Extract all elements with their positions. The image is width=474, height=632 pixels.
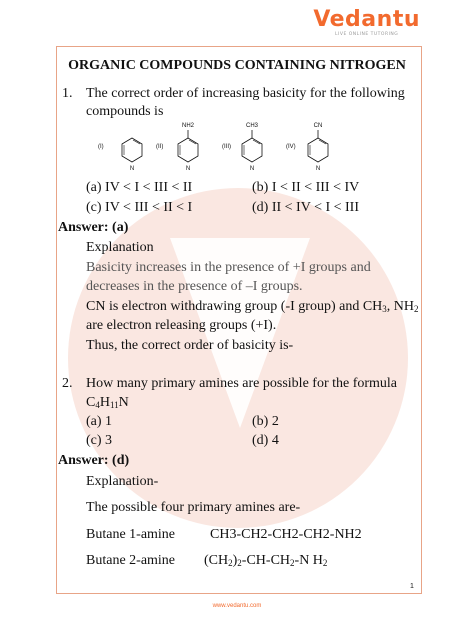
structure-label-3: (III) [222, 144, 231, 150]
q2-option-d: (d) 4 [252, 433, 279, 448]
q1-option-c: (c) IV < III < II < I [86, 200, 193, 215]
ring-n-2: N [185, 166, 191, 172]
q1-option-a: (a) IV < I < III < II [86, 180, 193, 195]
q1-explanation-line1: Basicity increases in the presence of +I groups and [86, 260, 371, 275]
footer-url[interactable]: www.vedantu.com [212, 603, 262, 609]
q1-explanation-line3: CN is electron withdrawing group (-I group) and $CH_3$, $NH_2$ [86, 299, 419, 314]
q2-explanation-label: Explanation- [86, 474, 159, 489]
q2-intro: The possible four primary amines are- [86, 500, 301, 515]
logo-tagline: LIVE ONLINE TUTORING [335, 32, 399, 37]
substituent-nh2: NH2 [181, 123, 195, 129]
page-title: ORGANIC COMPOUNDS CONTAINING NITROGEN [68, 58, 406, 73]
q1-option-d: (d) II < IV < I < III [252, 200, 360, 215]
q1-option-b: (b) I < II < III < IV [252, 180, 360, 195]
substituent-cn: CN [313, 123, 323, 129]
q1-explanation-label: Explanation [86, 240, 154, 255]
amine2-formula: $(CH_2)_2-CH-CH_2-N$ $H_2$ [204, 553, 328, 568]
q1-line2: compounds is [86, 104, 164, 119]
structure-label-2: (II) [156, 144, 164, 150]
structure-label-1: (I) [98, 144, 104, 150]
q1-explanation-line5: Thus, the correct order of basicity is- [86, 338, 294, 353]
amine2-name: Butane 2-amine [86, 553, 176, 568]
logo-text: Vedantu [313, 7, 420, 32]
pyridine-structures [90, 118, 390, 176]
q2-number: 2. [62, 376, 73, 391]
q1-explanation-line2: decreases in the presence of –I groups. [86, 279, 303, 294]
substituent-ch3: CH3 [245, 123, 259, 129]
vedantu-logo [313, 8, 420, 38]
q1-number: 1. [62, 86, 73, 101]
amine1-formula: CH3-CH2-CH2-CH2-NH2 [210, 527, 362, 542]
pyridine-ring-2 [178, 138, 198, 162]
q1-answer: Answer: (a) [58, 220, 129, 235]
pyridine-ring-3 [242, 138, 262, 162]
structure-label-4: (IV) [286, 144, 296, 150]
q2-formula: $C_4H_{11}N$ [86, 395, 129, 410]
pyridine-ring-4 [308, 138, 328, 162]
pyridine-ring-1 [122, 138, 142, 162]
ring-n-3: N [249, 166, 255, 172]
q1-line1: The correct order of increasing basicity for the following [86, 86, 405, 101]
q2-option-a: (a) 1 [86, 414, 113, 429]
ring-n-1: N [129, 166, 135, 172]
ring-n-4: N [315, 166, 321, 172]
amine1-name: Butane 1-amine [86, 527, 176, 542]
q2-line1: How many primary amines are possible for the formula [86, 376, 398, 391]
q2-option-b: (b) 2 [252, 414, 279, 429]
page-number: 1 [410, 583, 414, 590]
q2-option-c: (c) 3 [86, 433, 113, 448]
q1-explanation-line4: are electron releasing groups (+I). [86, 318, 277, 333]
q2-answer: Answer: (d) [58, 453, 130, 468]
